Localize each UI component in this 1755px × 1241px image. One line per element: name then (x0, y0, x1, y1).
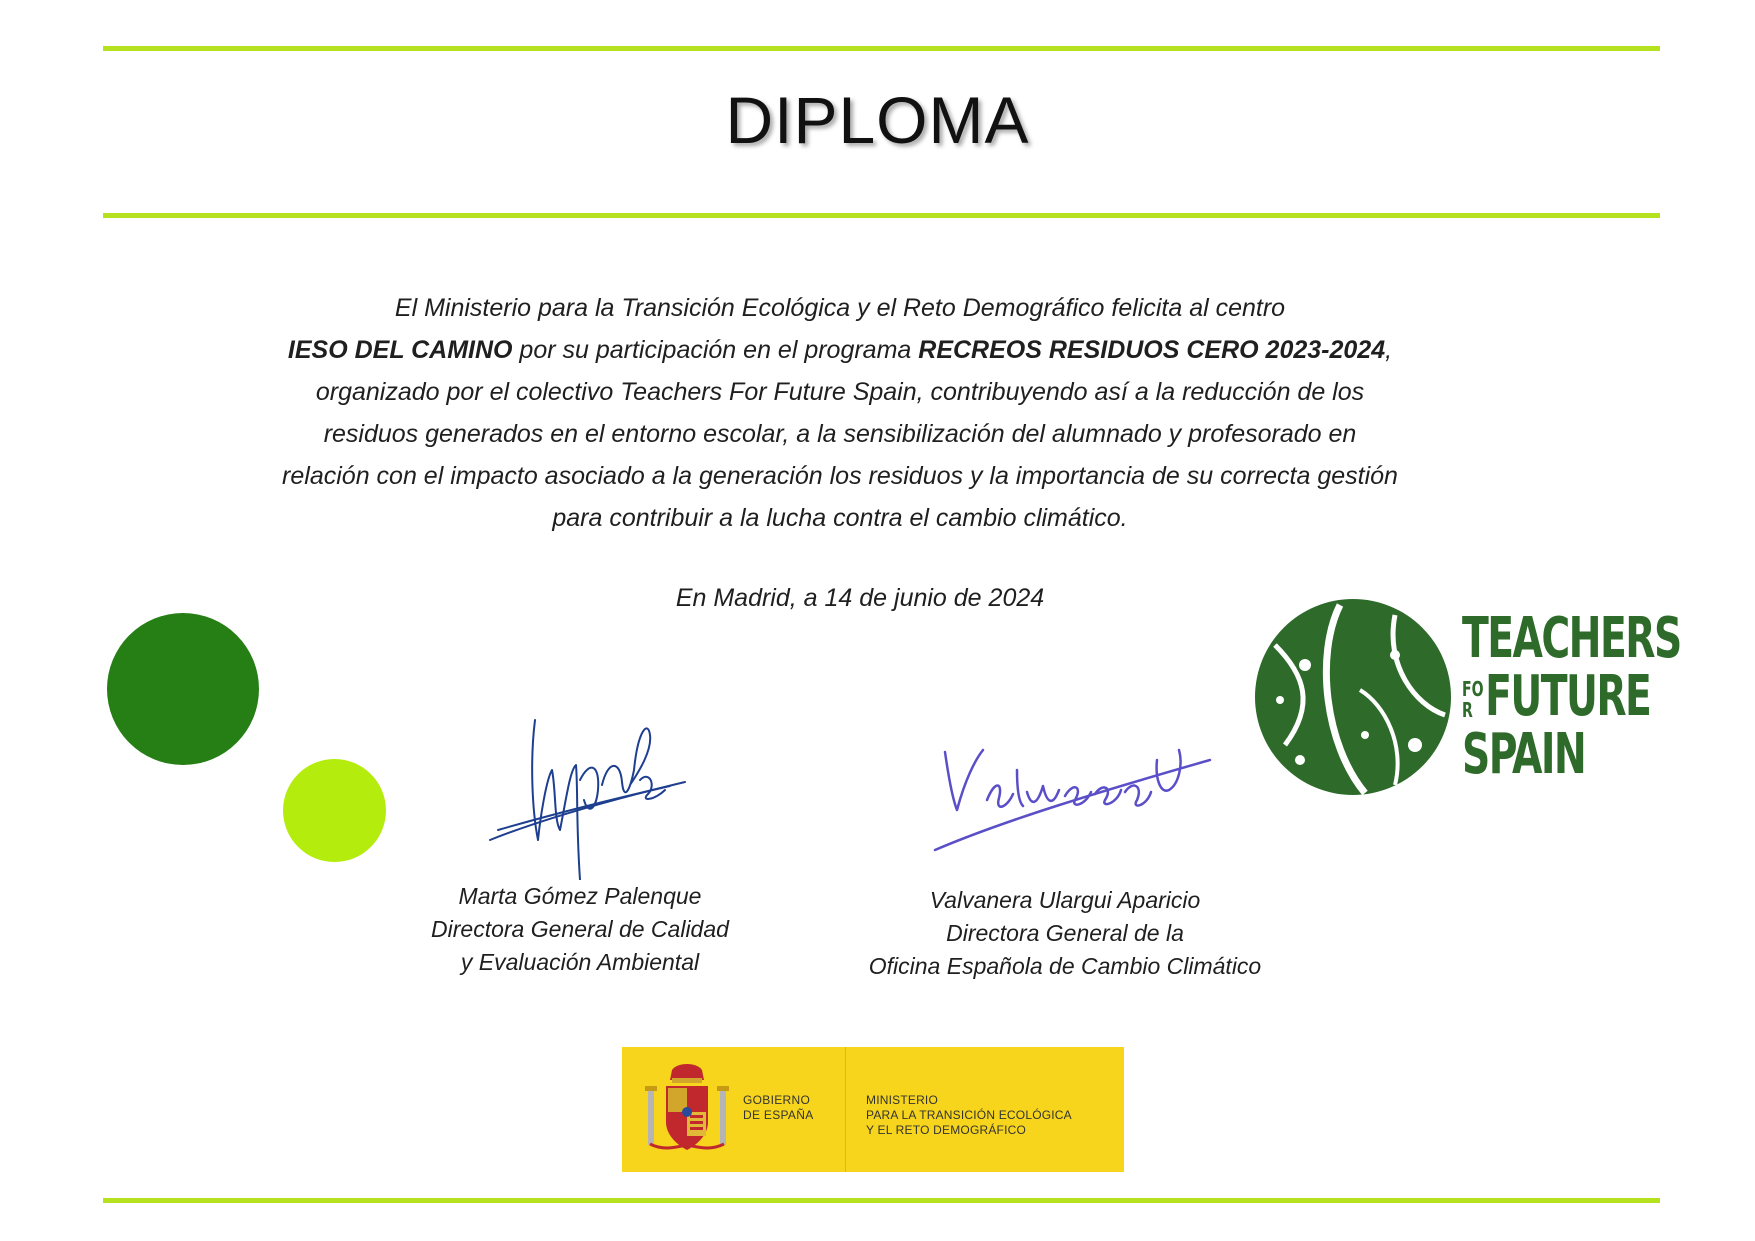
signer-name: Marta Gómez Palenque (458, 883, 702, 909)
signature-2-image (925, 720, 1215, 860)
body-line: organizado por el colectivo Teachers For Future Spain, contribuyendo así a la reducción de los (315, 378, 1365, 406)
signature-1-image (480, 690, 700, 880)
signer-role: Directora General de Calidad (431, 916, 729, 942)
top-divider (103, 46, 1660, 51)
school-name: IESO DEL CAMINO (287, 336, 513, 364)
decorative-circle-dark (107, 613, 259, 765)
page-title: DIPLOMA (725, 83, 1030, 157)
body-line: El Ministerio para la Transición Ecológica y el Reto Demográfico felicita al centro (394, 294, 1286, 322)
tff-word: FO R FUTURE (1462, 664, 1651, 729)
tff-for: FO R (1462, 676, 1484, 722)
coat-of-arms-icon (642, 1060, 732, 1160)
ministry-name: MINISTERIO PARA LA TRANSICIÓN ECOLÓGICA Y EL RETO DEMOGRÁFICO (866, 1093, 1072, 1137)
tff-wordmark (1462, 606, 1742, 787)
title-divider (103, 213, 1660, 218)
date-line: En Madrid, a 14 de junio de 2024 (675, 584, 1045, 612)
signer-1 (400, 880, 760, 979)
program-name: RECREOS RESIDUOS CERO 2023-2024 (918, 336, 1386, 364)
signer-role: Oficina Española de Cambio Climático (868, 953, 1262, 979)
body-line: para contribuir a la lucha contra el cambio climático. (552, 504, 1128, 532)
tff-word: TEACHERS (1462, 606, 1681, 671)
government-name: GOBIERNO DE ESPAÑA (743, 1093, 814, 1122)
banner-divider (845, 1047, 846, 1172)
signer-role: y Evaluación Ambiental (460, 949, 700, 975)
government-banner (622, 1047, 1124, 1172)
body-line: relación con el impacto asociado a la generación los residuos y la importancia de su correcta gestión (282, 462, 1398, 490)
body-line: residuos generados en el entorno escolar, a la sensibilización del alumnado y profesorado en (323, 420, 1357, 448)
signer-2 (840, 884, 1290, 983)
body-line: IESO DEL CAMINO por su participación en el programa RECREOS RESIDUOS CERO 2023-2024, (287, 336, 1393, 364)
signer-name: Valvanera Ulargui Aparicio (929, 887, 1201, 913)
tff-word: SPAIN (1462, 722, 1586, 787)
bottom-divider (103, 1198, 1660, 1203)
signer-role: Directora General de la (946, 920, 1184, 946)
decorative-circle-light (283, 759, 386, 862)
diploma-body (180, 287, 1500, 539)
